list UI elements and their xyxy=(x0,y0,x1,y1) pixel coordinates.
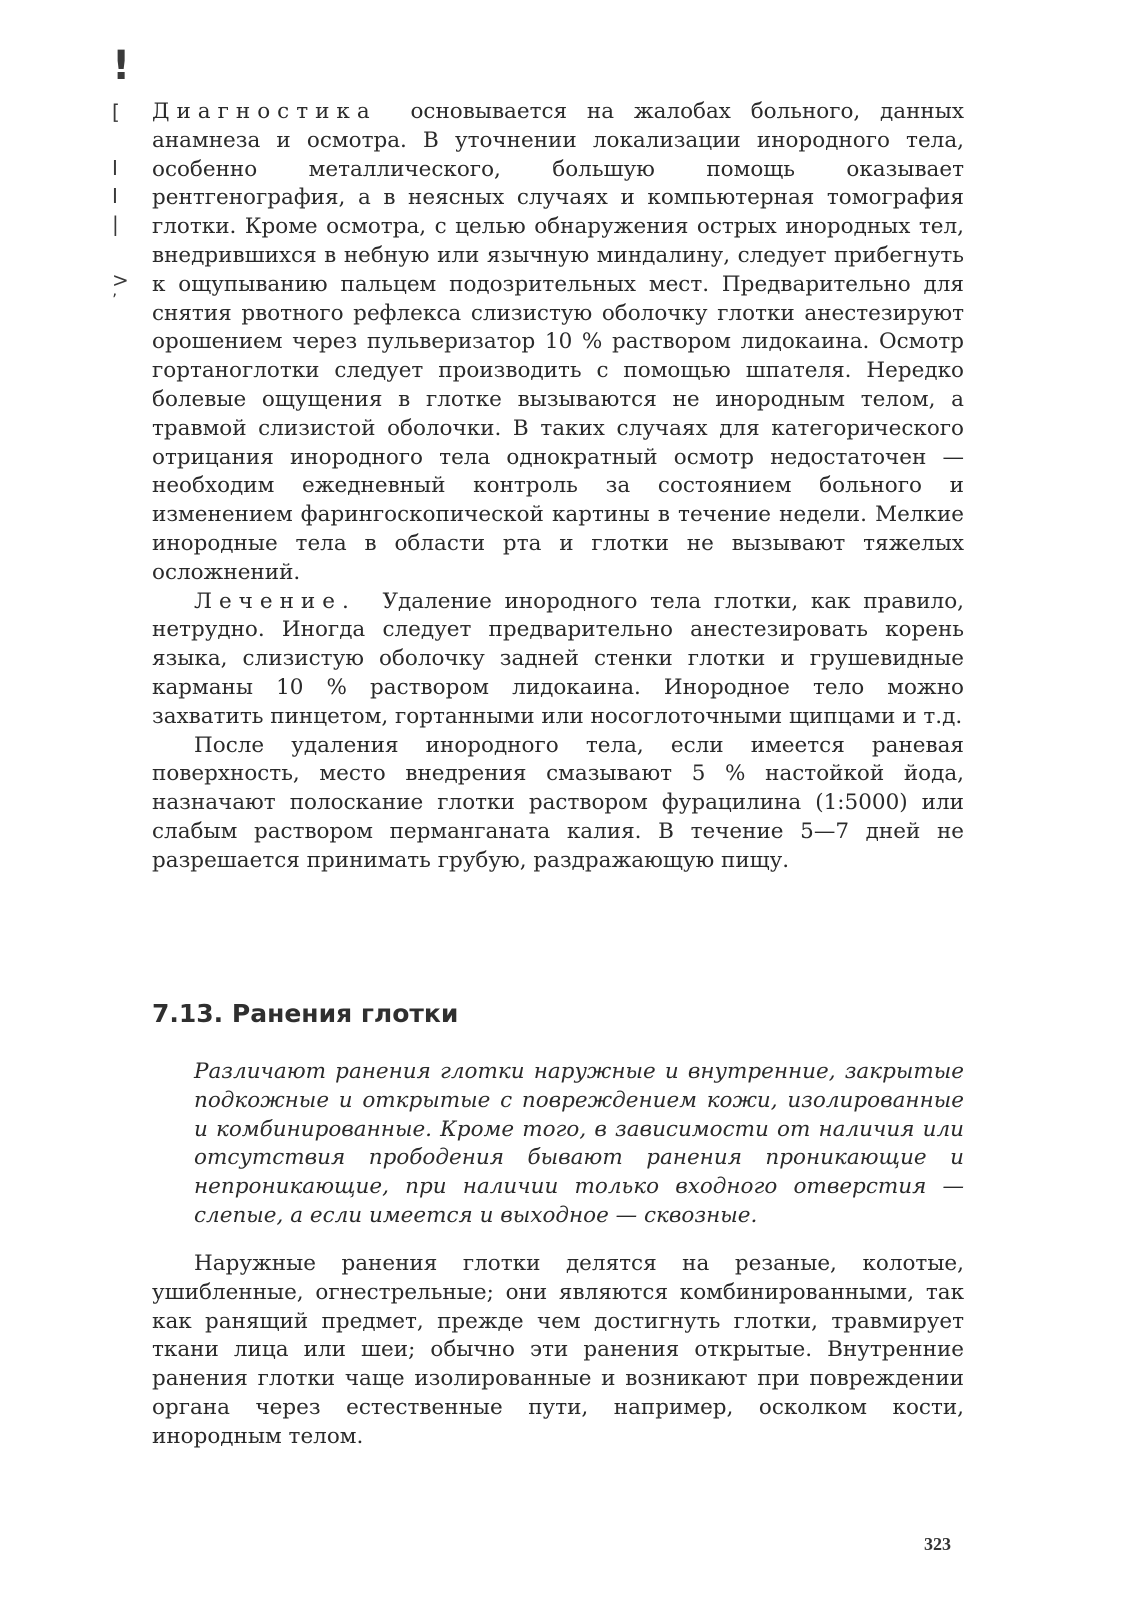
section-heading: 7.13. Ранения глотки xyxy=(152,999,459,1028)
paragraph-text: основывается на жалобах больного, данных анамнеза и осмотра. В уточнении локализации инородного тела, особенно металлического, большую помощь оказывает рентгенография, а в неясных случаях и компьютерная томография глотки. Кроме осмотра, с целью обнаружения острых инородных тел, внедрившихся в небную или язычную миндалину, следует прибегнуть к ощупыванию пальцем подозрительных мест. Предварительно для снятия рвотного рефлекса слизистую оболочку глотки анестезируют орошением через пульверизатор 10 % раствором лидокаина. Осмотр гортаноглотки следует производить с помощью шпателя. Нередко болевые ощущения в глотке вызываются не инородным телом, а травмой слизистой оболочки. В таких случаях для категорического отрицания инородного тела однократный осмотр недостаточен — необходим ежедневный контроль за состоянием больного и изменением фарингоскопической картины в течение недели. Мелкие инородные тела в области рта и глотки не вызывают тяжелых осложнений. xyxy=(152,99,964,585)
paragraph-text: Удаление инородного тела глотки, как правило, нетрудно. Иногда следует предварительно анестезировать корень языка, слизистую оболочку задней стенки глотки и грушевидные карманы 10 % раствором лидокаина. Инородное тело можно захватить пинцетом, гортанными или носоглоточными щипцами и т.д. xyxy=(152,588,964,729)
margin-mark-exclamation: ! xyxy=(112,43,131,89)
section-body xyxy=(152,1250,964,1452)
margin-mark-bar: I xyxy=(112,156,118,180)
paragraph-label: Лечение. xyxy=(194,588,356,614)
paragraph-diagnostics xyxy=(152,98,964,588)
paragraph-treatment xyxy=(152,588,964,732)
margin-mark-angle: > xyxy=(112,268,129,292)
paragraph-after-removal: После удаления инородного тела, если имеется раневая поверхность, место внедрения смазывают 5 % настойкой йода, назначают полоскание глотки раствором фурацилина (1:5000) или слабым раствором перманганата калия. В течение 5—7 дней не разрешается принимать грубую, раздражающую пищу. xyxy=(152,732,964,873)
page-number: 323 xyxy=(924,1534,951,1554)
paragraph-wounds: Наружные ранения глотки делятся на резаные, колотые, ушибленные, огнестрельные; они являются комбинированными, так как ранящий предмет, прежде чем достигнуть глотки, травмирует ткани лица или шеи; обычно эти ранения открытые. Внутренние ранения глотки чаще изолированные и возникают при повреждении органа через естественные пути, например, осколком кости, инородным телом. xyxy=(152,1251,964,1449)
margin-mark-apostrophe: ’ xyxy=(112,290,118,309)
main-text xyxy=(152,98,964,876)
paragraph-label: Диагностика xyxy=(152,99,377,124)
section-abstract: Различают ранения глотки наружные и внутренние, закрытые подкожные и открытые с повреждением кожи, изолированные и комбинированные. Кроме того, в зависимости от наличия или отсутствия прободения бывают ранения проникающие и непроникающие, при наличии только входного отверстия — слепые, а если имеется и выходное — сквозные. xyxy=(194,1059,964,1228)
margin-mark-bracket: [ xyxy=(112,100,120,124)
margin-mark-bar: I xyxy=(112,184,118,208)
margin-mark-pipe: | xyxy=(112,212,119,236)
